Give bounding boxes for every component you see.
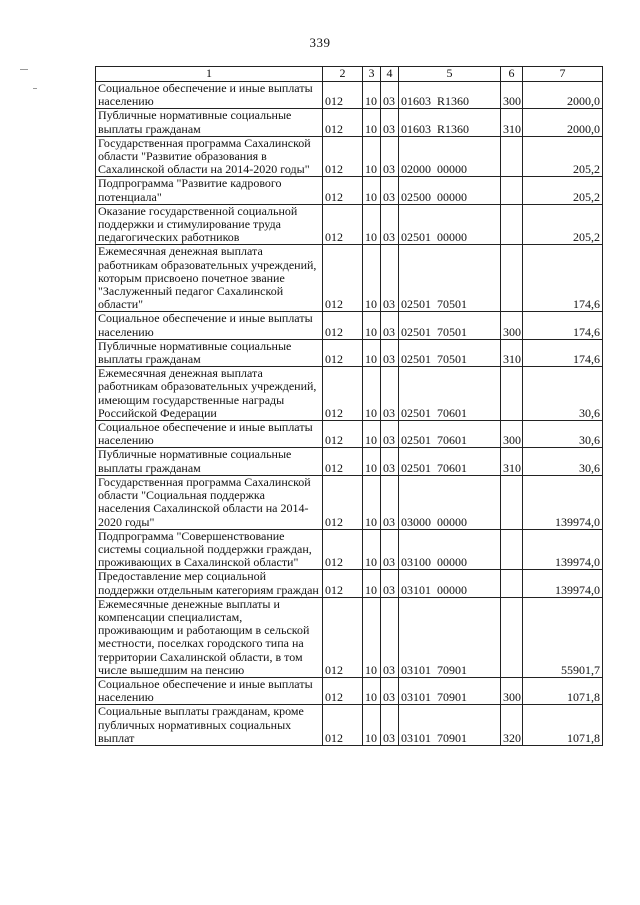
row-target-article-program: 02000 — [401, 162, 431, 177]
row-expense-type — [501, 475, 523, 529]
row-section: 10 — [363, 705, 381, 746]
row-description: Социальное обеспечение и иные выплаты населению — [96, 312, 323, 339]
row-section: 10 — [363, 677, 381, 704]
row-admin-code: 012 — [323, 705, 363, 746]
row-admin-code: 012 — [323, 677, 363, 704]
header-col-3: 3 — [363, 67, 381, 82]
row-description: Подпрограмма "Совершенствование системы социальной поддержки граждан, проживающих в Сахалинской области" — [96, 529, 323, 570]
row-admin-code: 012 — [323, 475, 363, 529]
budget-table — [95, 66, 603, 746]
row-target-article-program: 01603 — [401, 121, 431, 136]
row-amount: 205,2 — [523, 177, 603, 204]
row-target-article — [399, 204, 501, 245]
row-expense-type — [501, 177, 523, 204]
row-section: 10 — [363, 245, 381, 312]
row-target-article-program: 03101 — [401, 730, 431, 745]
row-target-article-direction: 00000 — [437, 230, 467, 245]
row-admin-code: 012 — [323, 367, 363, 421]
row-subsection: 03 — [381, 177, 399, 204]
row-target-article-program: 03100 — [401, 555, 431, 570]
row-section: 10 — [363, 597, 381, 677]
header-col-2: 2 — [323, 67, 363, 82]
row-target-article-program: 02501 — [401, 297, 431, 312]
row-target-article-direction: 70901 — [437, 690, 467, 705]
row-section: 10 — [363, 448, 381, 475]
row-target-article-direction: 70901 — [437, 662, 467, 677]
row-target-article — [399, 177, 501, 204]
row-target-article — [399, 529, 501, 570]
row-target-article — [399, 367, 501, 421]
table-row — [96, 177, 603, 204]
scan-mark — [33, 88, 37, 89]
row-target-article-program: 02501 — [401, 324, 431, 339]
row-description: Социальное обеспечение и иные выплаты населению — [96, 421, 323, 448]
row-target-article-direction: 70601 — [437, 460, 467, 475]
row-description: Социальное обеспечение и иные выплаты населению — [96, 677, 323, 704]
table-row — [96, 82, 603, 109]
row-expense-type — [501, 245, 523, 312]
row-description: Подпрограмма "Развитие кадрового потенциала" — [96, 177, 323, 204]
row-description: Предоставление мер социальной поддержки отдельным категориям граждан — [96, 570, 323, 597]
row-target-article-program: 02501 — [401, 460, 431, 475]
row-section: 10 — [363, 136, 381, 177]
row-section: 10 — [363, 367, 381, 421]
row-target-article-direction: 70501 — [437, 324, 467, 339]
header-row — [96, 67, 603, 82]
row-subsection: 03 — [381, 448, 399, 475]
table-row — [96, 109, 603, 136]
row-amount: 205,2 — [523, 136, 603, 177]
row-target-article-program: 02500 — [401, 189, 431, 204]
row-amount: 1071,8 — [523, 705, 603, 746]
table-row — [96, 475, 603, 529]
row-target-article — [399, 705, 501, 746]
table-row — [96, 421, 603, 448]
row-subsection: 03 — [381, 245, 399, 312]
row-admin-code: 012 — [323, 204, 363, 245]
row-amount: 139974,0 — [523, 475, 603, 529]
row-subsection: 03 — [381, 475, 399, 529]
row-admin-code: 012 — [323, 109, 363, 136]
row-expense-type: 300 — [501, 677, 523, 704]
row-target-article-program: 02501 — [401, 405, 431, 420]
row-expense-type: 310 — [501, 339, 523, 366]
row-target-article-direction: R1360 — [437, 121, 470, 136]
row-subsection: 03 — [381, 339, 399, 366]
row-description: Государственная программа Сахалинской области "Развитие образования в Сахалинской области на 2014-2020 годы" — [96, 136, 323, 177]
row-target-article-program: 02501 — [401, 230, 431, 245]
row-amount: 2000,0 — [523, 109, 603, 136]
row-target-article-program: 03101 — [401, 582, 431, 597]
row-target-article-direction: 00000 — [437, 189, 467, 204]
header-col-4: 4 — [381, 67, 399, 82]
row-admin-code: 012 — [323, 529, 363, 570]
row-subsection: 03 — [381, 109, 399, 136]
table-row — [96, 312, 603, 339]
row-expense-type — [501, 136, 523, 177]
row-target-article-direction: 70601 — [437, 405, 467, 420]
row-target-article — [399, 339, 501, 366]
row-amount: 55901,7 — [523, 597, 603, 677]
row-admin-code: 012 — [323, 339, 363, 366]
row-admin-code: 012 — [323, 597, 363, 677]
header-col-6: 6 — [501, 67, 523, 82]
row-target-article-direction: 00000 — [437, 162, 467, 177]
row-section: 10 — [363, 421, 381, 448]
row-subsection: 03 — [381, 597, 399, 677]
row-target-article — [399, 312, 501, 339]
row-description: Публичные нормативные социальные выплаты гражданам — [96, 109, 323, 136]
row-description: Оказание государственной социальной поддержки и стимулирование труда педагогических работников — [96, 204, 323, 245]
page-number: 339 — [309, 35, 331, 50]
row-target-article — [399, 475, 501, 529]
row-amount: 30,6 — [523, 421, 603, 448]
row-amount: 30,6 — [523, 448, 603, 475]
row-target-article-direction: 70501 — [437, 352, 467, 367]
row-section: 10 — [363, 109, 381, 136]
row-expense-type: 320 — [501, 705, 523, 746]
row-target-article — [399, 677, 501, 704]
table-body — [96, 82, 603, 746]
row-target-article-program: 03101 — [401, 690, 431, 705]
row-subsection: 03 — [381, 570, 399, 597]
row-description: Публичные нормативные социальные выплаты гражданам — [96, 448, 323, 475]
row-target-article — [399, 82, 501, 109]
header-col-7: 7 — [523, 67, 603, 82]
row-section: 10 — [363, 204, 381, 245]
row-amount: 139974,0 — [523, 570, 603, 597]
row-target-article — [399, 570, 501, 597]
row-target-article — [399, 136, 501, 177]
table-row — [96, 677, 603, 704]
row-target-article-direction: 70601 — [437, 433, 467, 448]
row-admin-code: 012 — [323, 570, 363, 597]
row-expense-type: 300 — [501, 421, 523, 448]
row-subsection: 03 — [381, 677, 399, 704]
table-row — [96, 597, 603, 677]
row-subsection: 03 — [381, 312, 399, 339]
row-target-article-direction: 00000 — [437, 582, 467, 597]
row-expense-type — [501, 204, 523, 245]
row-subsection: 03 — [381, 421, 399, 448]
table-row — [96, 339, 603, 366]
row-section: 10 — [363, 475, 381, 529]
row-description: Ежемесячная денежная выплата работникам образовательных учреждений, которым присвоено почетное звание "Заслуженный педагог Сахалинской области" — [96, 245, 323, 312]
row-subsection: 03 — [381, 204, 399, 245]
row-subsection: 03 — [381, 705, 399, 746]
row-target-article-direction: 70501 — [437, 297, 467, 312]
table-row — [96, 529, 603, 570]
row-section: 10 — [363, 570, 381, 597]
header-col-5: 5 — [399, 67, 501, 82]
row-subsection: 03 — [381, 82, 399, 109]
table-row — [96, 367, 603, 421]
row-description: Социальные выплаты гражданам, кроме публичных нормативных социальных выплат — [96, 705, 323, 746]
row-expense-type — [501, 367, 523, 421]
row-target-article-program: 03000 — [401, 514, 431, 529]
row-target-article — [399, 448, 501, 475]
row-amount: 1071,8 — [523, 677, 603, 704]
row-expense-type: 310 — [501, 109, 523, 136]
row-description: Ежемесячная денежная выплата работникам образовательных учреждений, имеющим государственные награды Российской Федерации — [96, 367, 323, 421]
row-subsection: 03 — [381, 136, 399, 177]
row-admin-code: 012 — [323, 245, 363, 312]
row-subsection: 03 — [381, 367, 399, 421]
row-target-article-program: 02501 — [401, 352, 431, 367]
row-admin-code: 012 — [323, 177, 363, 204]
row-description: Ежемесячные денежные выплаты и компенсации специалистам, проживающим и работающим в сельской местности, поселках городского типа на территории Сахалинской области, в том числе вышедшим на пенсию — [96, 597, 323, 677]
scan-mark — [20, 69, 28, 70]
row-admin-code: 012 — [323, 312, 363, 339]
table-row — [96, 245, 603, 312]
row-target-article — [399, 109, 501, 136]
row-target-article-direction: 70901 — [437, 730, 467, 745]
header-col-1: 1 — [96, 67, 323, 82]
row-target-article-direction: 00000 — [437, 514, 467, 529]
row-amount: 2000,0 — [523, 82, 603, 109]
row-admin-code: 012 — [323, 136, 363, 177]
row-target-article — [399, 421, 501, 448]
row-amount: 139974,0 — [523, 529, 603, 570]
row-target-article-direction: R1360 — [437, 94, 470, 109]
row-target-article-direction: 00000 — [437, 555, 467, 570]
table-row — [96, 705, 603, 746]
row-expense-type — [501, 597, 523, 677]
row-target-article-program: 02501 — [401, 433, 431, 448]
row-target-article-program: 03101 — [401, 662, 431, 677]
row-amount: 205,2 — [523, 204, 603, 245]
row-target-article-program: 01603 — [401, 94, 431, 109]
row-description: Публичные нормативные социальные выплаты гражданам — [96, 339, 323, 366]
row-admin-code: 012 — [323, 448, 363, 475]
row-description: Социальное обеспечение и иные выплаты населению — [96, 82, 323, 109]
row-section: 10 — [363, 529, 381, 570]
row-amount: 174,6 — [523, 312, 603, 339]
row-section: 10 — [363, 312, 381, 339]
row-section: 10 — [363, 82, 381, 109]
row-expense-type — [501, 570, 523, 597]
row-subsection: 03 — [381, 529, 399, 570]
row-amount: 174,6 — [523, 339, 603, 366]
table-row — [96, 204, 603, 245]
row-expense-type: 300 — [501, 312, 523, 339]
row-amount: 174,6 — [523, 245, 603, 312]
row-target-article — [399, 597, 501, 677]
table-row — [96, 136, 603, 177]
row-expense-type — [501, 529, 523, 570]
table-row — [96, 570, 603, 597]
row-target-article — [399, 245, 501, 312]
row-admin-code: 012 — [323, 82, 363, 109]
row-amount: 30,6 — [523, 367, 603, 421]
row-admin-code: 012 — [323, 421, 363, 448]
table-row — [96, 448, 603, 475]
row-expense-type: 310 — [501, 448, 523, 475]
row-section: 10 — [363, 339, 381, 366]
row-section: 10 — [363, 177, 381, 204]
row-expense-type: 300 — [501, 82, 523, 109]
row-description: Государственная программа Сахалинской области "Социальная поддержка населения Сахалинской области на 2014-2020 годы" — [96, 475, 323, 529]
